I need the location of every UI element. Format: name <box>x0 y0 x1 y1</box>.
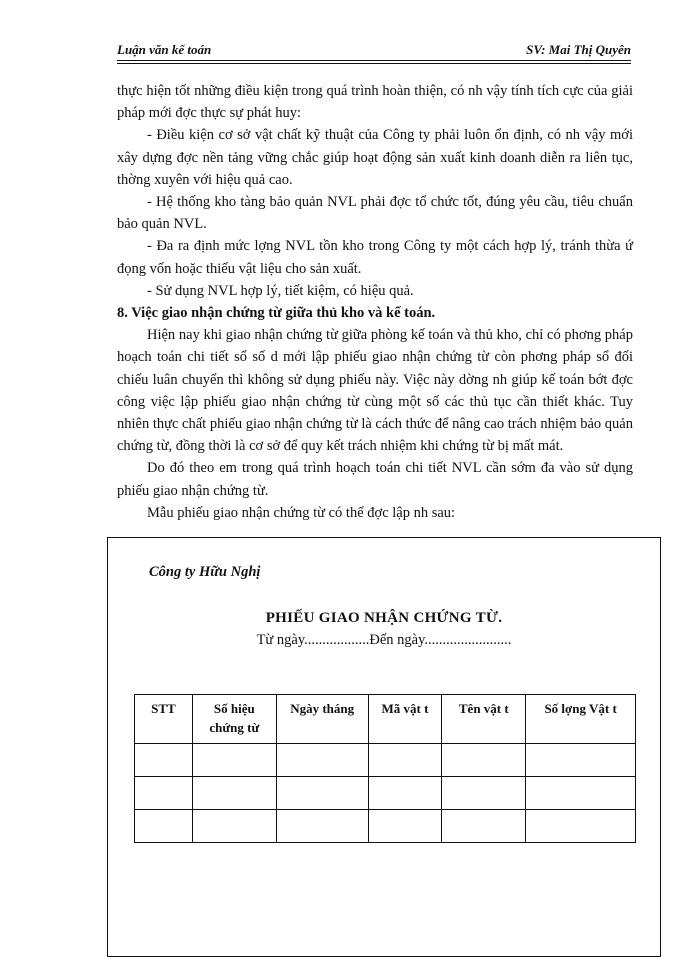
table-row <box>135 810 636 843</box>
section-heading: 8. Việc giao nhận chứng từ giữa thủ kho và kế toán. <box>117 305 436 322</box>
voucher-form <box>107 537 661 957</box>
col-material-name: Tên vật t <box>442 695 526 744</box>
paragraph-6: Hiện nay khi giao nhận chứng từ giữa phòng kế toán và thủ kho, chỉ có phơng pháp hoạch toán chi tiết sổ số d mới lập phiếu giao nhận chứng từ còn phơng pháp sổ đối chiếu luân chuyển thì không sử dụng phiếu này. Việc này dờng nh giúp kế toán bớt đợc công việc lập phiếu giao nhận chứng từ cùng một số các thủ tục cần thiết khác. Tuy nhiên thực chất phiếu giao nhận chứng từ là cách thức để nâng cao trách nhiệm bảo quản chứng từ, đồng thời là cơ sở để quy kết trách nhiệm khi chứng từ bị mất mát. <box>117 327 633 455</box>
col-date: Ngày tháng <box>276 695 368 744</box>
header-rule-double <box>117 63 631 64</box>
table-cell <box>368 744 442 777</box>
table-row <box>135 777 636 810</box>
table-cell <box>135 744 193 777</box>
header-thesis-title: Luận văn kế toán <box>117 42 212 57</box>
table-header-row <box>135 695 636 744</box>
company-name: Công ty Hữu Nghị <box>149 564 261 580</box>
table-cell <box>368 810 442 843</box>
table-cell <box>135 810 193 843</box>
table-cell <box>276 810 368 843</box>
table-cell <box>192 744 276 777</box>
table-cell <box>276 744 368 777</box>
page-header <box>117 40 631 64</box>
paragraph-3: - Hệ thống kho tàng bảo quản NVL phải đợc tổ chức tốt, đúng yêu cầu, tiêu chuẩn bảo quản NVL. <box>117 194 633 233</box>
table-cell <box>526 744 636 777</box>
table-cell <box>192 777 276 810</box>
form-title: PHIẾU GIAO NHẬN CHỨNG TỪ. <box>265 610 503 626</box>
header-author: SV: Mai Thị Quyên <box>526 42 631 57</box>
col-quantity: Số lợng Vật t <box>526 695 636 744</box>
col-stt: STT <box>135 695 193 744</box>
paragraph-7: Do đó theo em trong quá trình hoạch toán chi tiết NVL cần sớm đa vào sử dụng phiếu giao nhận chứng từ. <box>117 460 633 499</box>
table-cell <box>135 777 193 810</box>
body-text <box>117 80 633 524</box>
table-cell <box>368 777 442 810</box>
table-cell <box>442 744 526 777</box>
col-document-number: Số hiệu chứng từ <box>192 695 276 744</box>
paragraph-4: - Đa ra định mức lợng NVL tồn kho trong Công ty một cách hợp lý, tránh thừa ứ đọng vốn hoặc thiếu vật liệu cho sản xuất. <box>117 238 633 277</box>
date-range-line: Từ ngày..................Đến ngày........................ <box>256 632 512 648</box>
table-cell <box>276 777 368 810</box>
table-cell <box>442 810 526 843</box>
header-rule <box>117 60 631 61</box>
table-cell <box>526 777 636 810</box>
col-material-code: Mã vật t <box>368 695 442 744</box>
table-cell <box>526 810 636 843</box>
voucher-table <box>134 694 636 843</box>
paragraph-2: - Điều kiện cơ sở vật chất kỹ thuật của Công ty phải luôn ổn định, có nh vậy mới xây dựng đợc nền tảng vững chắc giúp hoạt động sản xuất kinh doanh diễn ra liên tục, thờng xuyên với hiệu quả cao. <box>117 127 633 188</box>
table-cell <box>442 777 526 810</box>
paragraph-5: - Sử dụng NVL hợp lý, tiết kiệm, có hiệu quả. <box>147 282 414 299</box>
paragraph-1: thực hiện tốt những điều kiện trong quá trình hoàn thiện, có nh vậy tính tích cực của giải pháp mới đợc thực sự phát huy: <box>117 83 633 122</box>
paragraph-8: Mẫu phiếu giao nhận chứng từ có thể đợc lập nh sau: <box>147 504 456 521</box>
table-row <box>135 744 636 777</box>
table-cell <box>192 810 276 843</box>
